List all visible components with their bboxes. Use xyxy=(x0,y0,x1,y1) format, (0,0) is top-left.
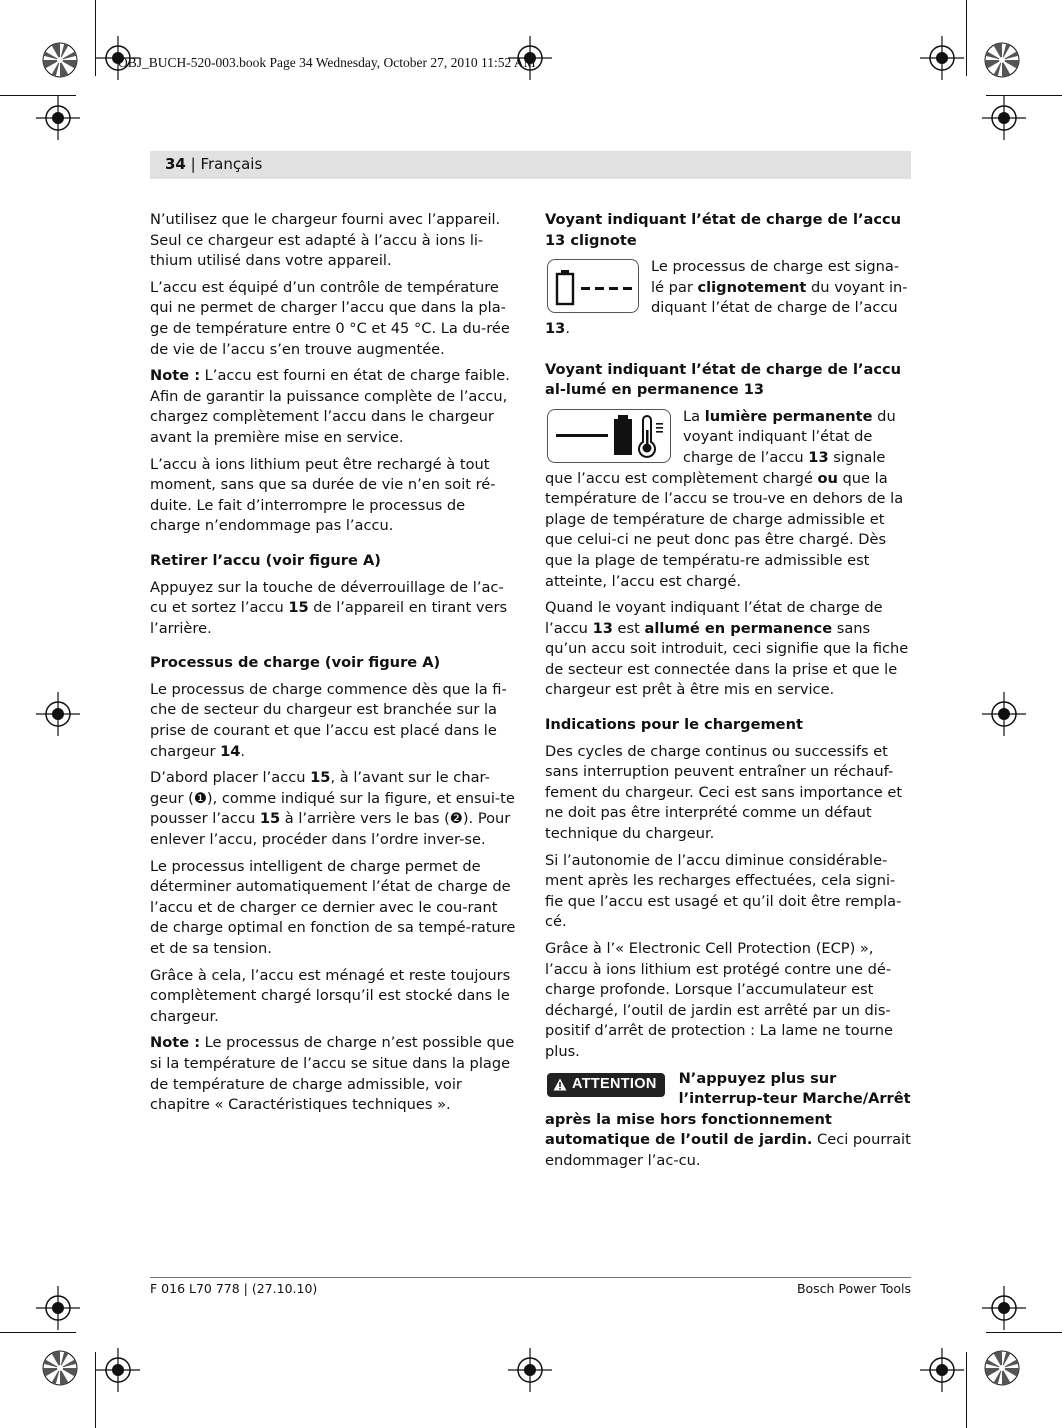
paragraph xyxy=(150,1033,516,1115)
color-wheel-icon xyxy=(43,43,77,77)
registration-mark-icon xyxy=(36,692,80,736)
text: Appuyez sur la touche de déverrouillage de l’ac-cu et sortez l’accu xyxy=(150,578,504,617)
section-heading: Retirer l’accu (voir figure A) xyxy=(150,551,381,569)
footer-rule xyxy=(150,1277,911,1278)
registration-mark-icon xyxy=(96,1348,140,1392)
blinking-indicator-block xyxy=(545,257,911,345)
emphasis: N’appuyez plus sur l’interrup-teur Marche/Arrêt après la mise hors fonctionnement automatique de l’outil de jardin. xyxy=(545,1069,911,1149)
warning-triangle-icon xyxy=(553,1078,567,1091)
page-header-bar xyxy=(150,151,911,179)
left-column xyxy=(150,210,516,1122)
footer-doc-id: F 016 L70 778 | (27.10.10) xyxy=(150,1281,318,1296)
paragraph: Grâce à cela, l’accu est ménagé et reste toujours complètement chargé lorsqu’il est stocké dans le chargeur. xyxy=(150,966,511,1025)
header-language: Français xyxy=(200,155,263,173)
section-heading: Processus de charge (voir figure A) xyxy=(150,654,441,672)
paragraph: Grâce à l’« Electronic Cell Protection (ECP) », l’accu à ions lithium est protégé contre une dé-charge profonde. Lorsque l’accumulateur est déchargé, l’outil de jardin est arrêté par un dis-positif d’arrêt de protection : La lame ne tourne plus. xyxy=(545,940,893,1060)
registration-mark-icon xyxy=(982,692,1026,736)
paragraph xyxy=(150,578,516,640)
text: . xyxy=(240,742,246,760)
registration-mark-icon xyxy=(982,96,1026,140)
text: Quand le voyant indiquant l’état de charge de l’accu xyxy=(545,599,883,637)
color-wheel-icon xyxy=(985,1351,1019,1385)
right-column xyxy=(545,210,911,1178)
footer-brand: Bosch Power Tools xyxy=(796,1281,911,1296)
color-wheel-icon xyxy=(985,43,1019,77)
text: , à l’avant sur le char-geur (❶), comme indiqué sur la figure, et ensui-te pousser l’accu xyxy=(150,769,515,828)
page-header xyxy=(165,155,262,173)
header-separator: | xyxy=(185,155,201,173)
text: est xyxy=(612,619,645,637)
paragraph: Des cycles de charge continus ou successifs et sans interruption peuvent entraîner un réchauf-fement du chargeur. Ceci est sans importance et ne doit pas être interprété comme un défaut technique du chargeur. xyxy=(545,742,903,843)
attention-badge xyxy=(547,1073,665,1097)
note-label: Note : xyxy=(150,1034,201,1052)
registration-mark-icon xyxy=(982,1286,1026,1330)
registration-mark-icon xyxy=(36,96,80,140)
paragraph xyxy=(545,598,911,701)
ref-number: 15 xyxy=(310,769,331,787)
emphasis: ou xyxy=(817,469,838,487)
emphasis: clignotement xyxy=(697,278,807,296)
section-heading: Voyant indiquant l’état de charge de l’accu 13 clignote xyxy=(545,211,902,249)
steady-indicator-block xyxy=(545,407,911,592)
note-text: L’accu est fourni en état de charge faible. Afin de garantir la puissance complète de l’accu, chargez complètement l’accu dans le chargeur avant la première mise en service. xyxy=(150,367,510,446)
emphasis: allumé en permanence xyxy=(644,619,833,637)
ref-number: 13 xyxy=(808,448,829,466)
attention-label: ATTENTION xyxy=(572,1076,657,1093)
paragraph: Si l’autonomie de l’accu diminue considérable-ment après les recharges effectuées, cela signi-fie que l’accu est usagé et qu’il doit être rempla-cé. xyxy=(545,851,902,931)
text: . xyxy=(565,319,570,337)
text: que la température de l’accu se trou-ve en dehors de la plage de température de charge admissible et que celui-ci ne peut donc pas être chargé. Dès que la plage de températu-re admissible est atteinte, l’accu est chargé. xyxy=(545,469,904,590)
text: La xyxy=(683,407,705,425)
slug-line: OBJ_BUCH-520-003.book Page 34 Wednesday, October 27, 2010 11:52 AM xyxy=(118,55,536,70)
text: du voyant in-diquant l’état de charge de l’accu xyxy=(651,278,908,317)
battery-steady-thermometer-icon xyxy=(547,409,671,463)
ref-number: 15 xyxy=(288,599,309,617)
registration-mark-icon xyxy=(508,1348,552,1392)
paragraph xyxy=(150,680,516,762)
paragraph xyxy=(150,768,516,850)
section-heading: Voyant indiquant l’état de charge de l’accu al-lumé en permanence 13 xyxy=(545,360,902,399)
note-label: Note : xyxy=(150,367,201,385)
battery-blinking-icon xyxy=(547,259,639,313)
text: Le processus de charge est signa-lé par xyxy=(651,258,900,296)
text: du voyant indiquant l’état de charge de l’accu xyxy=(683,407,896,466)
registration-mark-icon xyxy=(920,36,964,80)
attention-block xyxy=(545,1069,911,1172)
ref-number: 13 xyxy=(592,619,613,637)
paragraph: Le processus intelligent de charge permet de déterminer automatiquement l’état de charge de l’accu et de charger ce dernier avec le cou-rant de charge optimal en fonction de sa tempé-rature et de sa tension. xyxy=(150,857,516,957)
note-text: Le processus de charge n’est possible que si la température de l’accu se situe dans la plage de température de charge admissible, voir chapitre « Caractéristiques techniques ». xyxy=(150,1034,515,1114)
section-heading: Indications pour le chargement xyxy=(545,716,803,734)
paragraph xyxy=(150,366,516,448)
text: Le processus de charge commence dès que la fi-che de secteur du chargeur est branchée sur la prise de courant et que l’accu est placé dans le chargeur xyxy=(150,680,507,760)
page-number: 34 xyxy=(165,155,186,173)
emphasis: lumière permanente xyxy=(704,407,873,425)
ref-number: 14 xyxy=(220,742,241,760)
text: à l’arrière vers le bas (❷). Pour enlever l’accu, procéder dans l’ordre inver-se. xyxy=(150,810,511,849)
ref-number: 15 xyxy=(259,810,281,828)
paragraph: L’accu à ions lithium peut être rechargé à tout moment, sans que sa durée de vie n’en soit ré-duite. Le fait d’interrompre le processus de charge n’endommage pas l’accu. xyxy=(150,455,496,535)
text: de l’appareil en tirant vers l’arrière. xyxy=(150,599,508,637)
text: Ceci pourrait endommager l’ac-cu. xyxy=(545,1131,911,1169)
color-wheel-icon xyxy=(43,1351,77,1385)
text: signale que l’accu est complètement chargé xyxy=(545,448,886,487)
paragraph: N’utilisez que le chargeur fourni avec l’appareil. Seul ce chargeur est adapté à l’accu à ions li-thium utilisé dans votre appareil. xyxy=(150,211,501,270)
text: D’abord placer l’accu xyxy=(150,769,311,787)
registration-mark-icon xyxy=(36,1286,80,1330)
paragraph: L’accu est équipé d’un contrôle de température qui ne permet de charger l’accu que dans la pla-ge de température entre 0 °C et 45 °C. La du-rée de vie de l’accu s’en trouve augmentée. xyxy=(150,278,510,358)
registration-mark-icon xyxy=(920,1348,964,1392)
text: sans qu’un accu soit introduit, ceci signifie que la fiche de secteur est connectée dans la prise et que le chargeur est prêt à être mis en service. xyxy=(545,619,909,699)
ref-number: 13 xyxy=(545,319,566,337)
